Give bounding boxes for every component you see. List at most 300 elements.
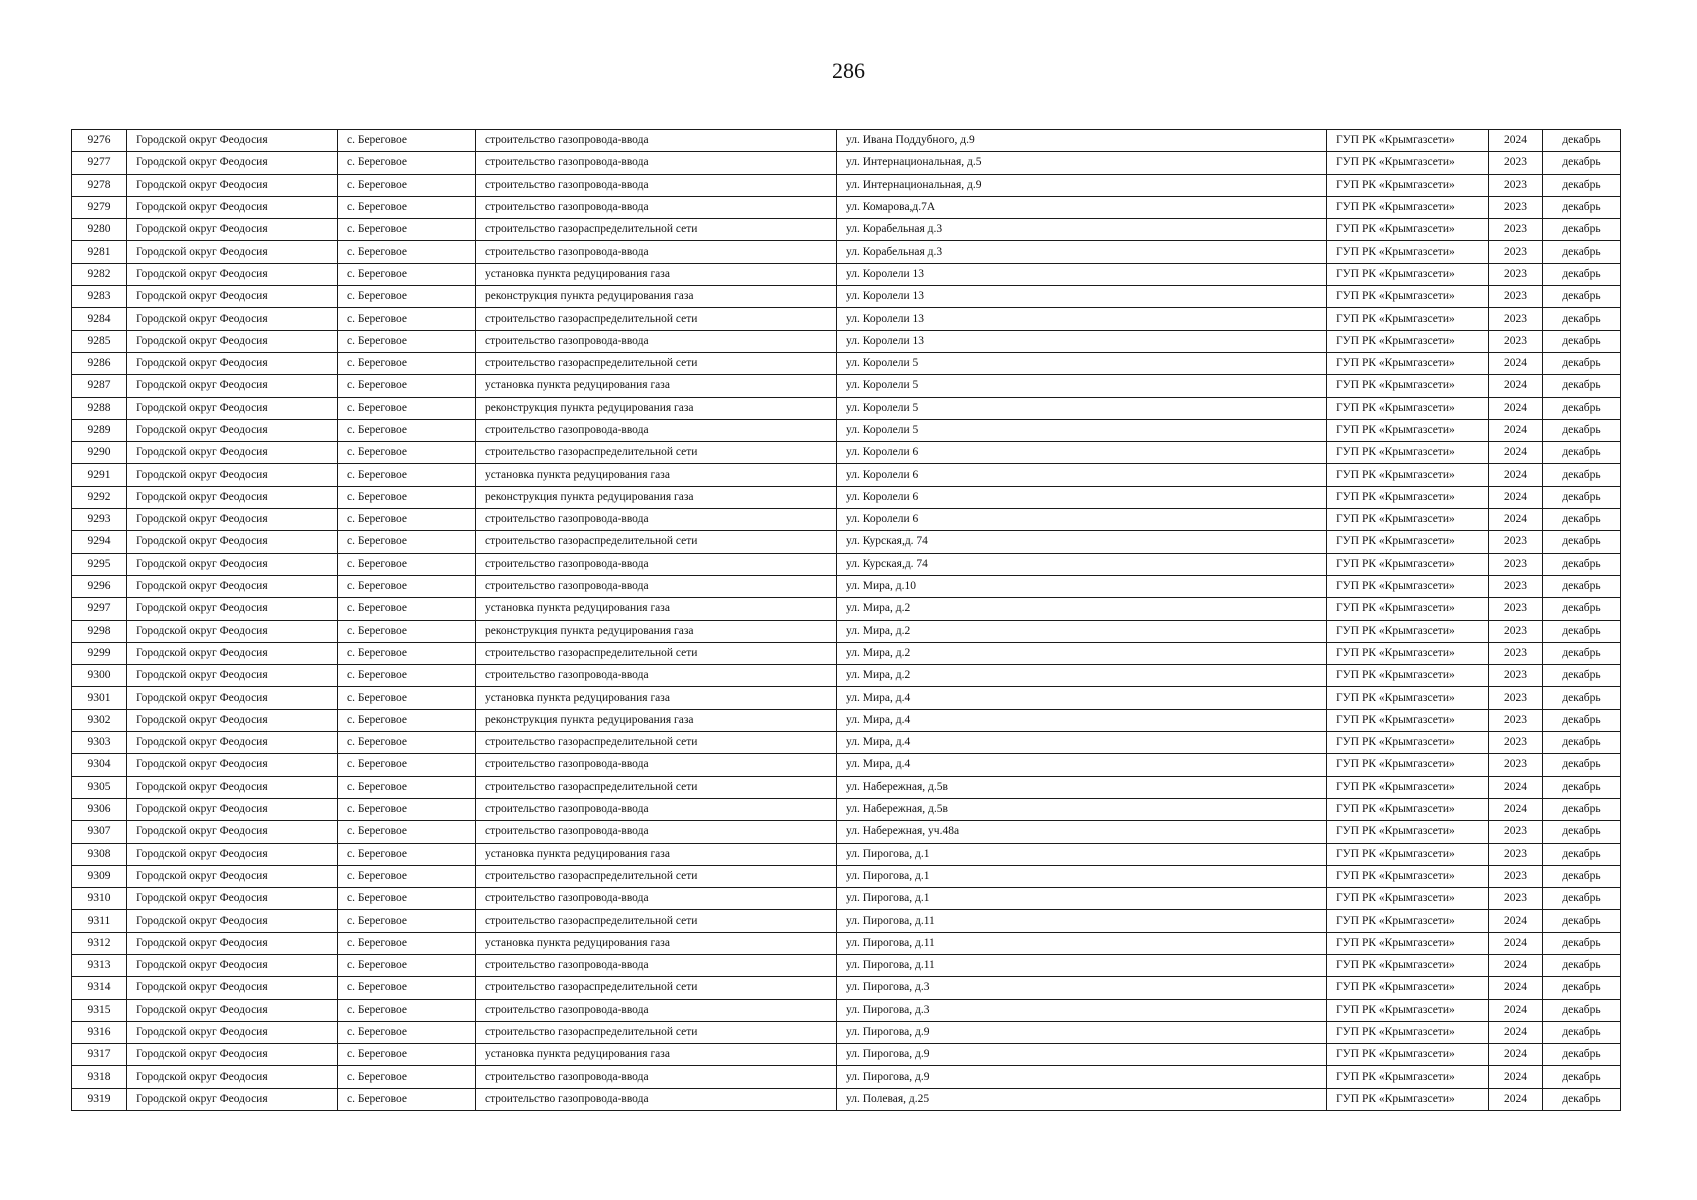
municipality-cell: Городской округ Феодосия — [127, 1021, 338, 1043]
settlement-cell: с. Береговое — [338, 910, 476, 932]
year-cell: 2023 — [1489, 330, 1543, 352]
municipality-cell: Городской округ Феодосия — [127, 486, 338, 508]
address-cell: ул. Курская,д. 74 — [837, 553, 1327, 575]
month-cell: декабрь — [1543, 486, 1621, 508]
address-cell: ул. Пирогова, д.9 — [837, 1044, 1327, 1066]
settlement-cell: с. Береговое — [338, 999, 476, 1021]
address-cell: ул. Королели 5 — [837, 352, 1327, 374]
municipality-cell: Городской округ Феодосия — [127, 977, 338, 999]
month-cell: декабрь — [1543, 419, 1621, 441]
month-cell: декабрь — [1543, 1044, 1621, 1066]
row-number-cell: 9293 — [72, 509, 127, 531]
year-cell: 2024 — [1489, 464, 1543, 486]
settlement-cell: с. Береговое — [338, 932, 476, 954]
address-cell: ул. Королели 13 — [837, 286, 1327, 308]
month-cell: декабрь — [1543, 598, 1621, 620]
settlement-cell: с. Береговое — [338, 709, 476, 731]
address-cell: ул. Комарова,д.7А — [837, 196, 1327, 218]
month-cell: декабрь — [1543, 152, 1621, 174]
address-cell: ул. Королели 6 — [837, 442, 1327, 464]
row-number-cell: 9318 — [72, 1066, 127, 1088]
organization-cell: ГУП РК «Крымгазсети» — [1327, 732, 1489, 754]
address-cell: ул. Корабельная д.3 — [837, 219, 1327, 241]
settlement-cell: с. Береговое — [338, 263, 476, 285]
address-cell: ул. Пирогова, д.9 — [837, 1021, 1327, 1043]
row-number-cell: 9311 — [72, 910, 127, 932]
row-number-cell: 9287 — [72, 375, 127, 397]
organization-cell: ГУП РК «Крымгазсети» — [1327, 687, 1489, 709]
month-cell: декабрь — [1543, 375, 1621, 397]
row-number-cell: 9277 — [72, 152, 127, 174]
row-number-cell: 9276 — [72, 130, 127, 152]
work-type-cell: строительство газопровода-ввода — [476, 1066, 837, 1088]
organization-cell: ГУП РК «Крымгазсети» — [1327, 330, 1489, 352]
month-cell: декабрь — [1543, 843, 1621, 865]
table-row — [72, 509, 1621, 531]
row-number-cell: 9283 — [72, 286, 127, 308]
address-cell: ул. Пирогова, д.1 — [837, 865, 1327, 887]
address-cell: ул. Набережная, д.5в — [837, 776, 1327, 798]
work-type-cell: строительство газопровода-ввода — [476, 241, 837, 263]
municipality-cell: Городской округ Феодосия — [127, 464, 338, 486]
address-cell: ул. Пирогова, д.11 — [837, 954, 1327, 976]
address-cell: ул. Пирогова, д.11 — [837, 910, 1327, 932]
row-number-cell: 9295 — [72, 553, 127, 575]
address-cell: ул. Корабельная д.3 — [837, 241, 1327, 263]
settlement-cell: с. Береговое — [338, 286, 476, 308]
table-row — [72, 263, 1621, 285]
settlement-cell: с. Береговое — [338, 375, 476, 397]
month-cell: декабрь — [1543, 263, 1621, 285]
row-number-cell: 9284 — [72, 308, 127, 330]
row-number-cell: 9281 — [72, 241, 127, 263]
row-number-cell: 9282 — [72, 263, 127, 285]
table-row — [72, 821, 1621, 843]
municipality-cell: Городской округ Феодосия — [127, 732, 338, 754]
work-type-cell: строительство газораспределительной сети — [476, 732, 837, 754]
year-cell: 2024 — [1489, 1066, 1543, 1088]
month-cell: декабрь — [1543, 575, 1621, 597]
row-number-cell: 9316 — [72, 1021, 127, 1043]
address-cell: ул. Пирогова, д.9 — [837, 1066, 1327, 1088]
work-type-cell: установка пункта редуцирования газа — [476, 464, 837, 486]
address-cell: ул. Королели 13 — [837, 308, 1327, 330]
organization-cell: ГУП РК «Крымгазсети» — [1327, 977, 1489, 999]
table-row — [72, 308, 1621, 330]
row-number-cell: 9301 — [72, 687, 127, 709]
work-type-cell: строительство газопровода-ввода — [476, 888, 837, 910]
table-row — [72, 754, 1621, 776]
organization-cell: ГУП РК «Крымгазсети» — [1327, 598, 1489, 620]
year-cell: 2024 — [1489, 776, 1543, 798]
table-row — [72, 1066, 1621, 1088]
settlement-cell: с. Береговое — [338, 776, 476, 798]
settlement-cell: с. Береговое — [338, 687, 476, 709]
settlement-cell: с. Береговое — [338, 665, 476, 687]
work-type-cell: установка пункта редуцирования газа — [476, 687, 837, 709]
address-cell: ул. Мира, д.4 — [837, 754, 1327, 776]
organization-cell: ГУП РК «Крымгазсети» — [1327, 509, 1489, 531]
table-row — [72, 397, 1621, 419]
settlement-cell: с. Береговое — [338, 486, 476, 508]
row-number-cell: 9291 — [72, 464, 127, 486]
organization-cell: ГУП РК «Крымгазсети» — [1327, 286, 1489, 308]
year-cell: 2024 — [1489, 798, 1543, 820]
table-row — [72, 152, 1621, 174]
row-number-cell: 9296 — [72, 575, 127, 597]
address-cell: ул. Королели 13 — [837, 263, 1327, 285]
municipality-cell: Городской округ Феодосия — [127, 620, 338, 642]
table-row — [72, 687, 1621, 709]
year-cell: 2024 — [1489, 375, 1543, 397]
municipality-cell: Городской округ Феодосия — [127, 219, 338, 241]
address-cell: ул. Мира, д.10 — [837, 575, 1327, 597]
settlement-cell: с. Береговое — [338, 330, 476, 352]
municipality-cell: Городской округ Феодосия — [127, 821, 338, 843]
settlement-cell: с. Береговое — [338, 598, 476, 620]
row-number-cell: 9279 — [72, 196, 127, 218]
month-cell: декабрь — [1543, 709, 1621, 731]
municipality-cell: Городской округ Феодосия — [127, 531, 338, 553]
table-row — [72, 598, 1621, 620]
table-row — [72, 843, 1621, 865]
municipality-cell: Городской округ Феодосия — [127, 1044, 338, 1066]
table-row — [72, 798, 1621, 820]
month-cell: декабрь — [1543, 932, 1621, 954]
table-row — [72, 352, 1621, 374]
work-type-cell: строительство газораспределительной сети — [476, 531, 837, 553]
organization-cell: ГУП РК «Крымгазсети» — [1327, 442, 1489, 464]
work-type-cell: установка пункта редуцирования газа — [476, 375, 837, 397]
work-type-cell: реконструкция пункта редуцирования газа — [476, 620, 837, 642]
settlement-cell: с. Береговое — [338, 620, 476, 642]
year-cell: 2024 — [1489, 1021, 1543, 1043]
municipality-cell: Городской округ Феодосия — [127, 553, 338, 575]
work-type-cell: строительство газораспределительной сети — [476, 642, 837, 664]
municipality-cell: Городской округ Феодосия — [127, 665, 338, 687]
work-type-cell: строительство газопровода-ввода — [476, 954, 837, 976]
table-row — [72, 286, 1621, 308]
organization-cell: ГУП РК «Крымгазсети» — [1327, 776, 1489, 798]
table-row — [72, 375, 1621, 397]
row-number-cell: 9314 — [72, 977, 127, 999]
year-cell: 2023 — [1489, 531, 1543, 553]
month-cell: декабрь — [1543, 330, 1621, 352]
table-row — [72, 910, 1621, 932]
work-type-cell: строительство газопровода-ввода — [476, 665, 837, 687]
municipality-cell: Городской округ Феодосия — [127, 843, 338, 865]
settlement-cell: с. Береговое — [338, 977, 476, 999]
municipality-cell: Городской округ Феодосия — [127, 174, 338, 196]
month-cell: декабрь — [1543, 130, 1621, 152]
row-number-cell: 9290 — [72, 442, 127, 464]
settlement-cell: с. Береговое — [338, 152, 476, 174]
organization-cell: ГУП РК «Крымгазсети» — [1327, 174, 1489, 196]
address-cell: ул. Мира, д.2 — [837, 620, 1327, 642]
table-row — [72, 954, 1621, 976]
month-cell: декабрь — [1543, 821, 1621, 843]
year-cell: 2023 — [1489, 687, 1543, 709]
row-number-cell: 9307 — [72, 821, 127, 843]
organization-cell: ГУП РК «Крымгазсети» — [1327, 620, 1489, 642]
month-cell: декабрь — [1543, 999, 1621, 1021]
table-row — [72, 219, 1621, 241]
row-number-cell: 9319 — [72, 1088, 127, 1110]
year-cell: 2023 — [1489, 196, 1543, 218]
year-cell: 2023 — [1489, 865, 1543, 887]
address-cell: ул. Мира, д.4 — [837, 732, 1327, 754]
organization-cell: ГУП РК «Крымгазсети» — [1327, 553, 1489, 575]
month-cell: декабрь — [1543, 865, 1621, 887]
row-number-cell: 9308 — [72, 843, 127, 865]
address-cell: ул. Пирогова, д.1 — [837, 888, 1327, 910]
month-cell: декабрь — [1543, 531, 1621, 553]
table-row — [72, 575, 1621, 597]
table-row — [72, 330, 1621, 352]
organization-cell: ГУП РК «Крымгазсети» — [1327, 196, 1489, 218]
municipality-cell: Городской округ Феодосия — [127, 330, 338, 352]
settlement-cell: с. Береговое — [338, 865, 476, 887]
month-cell: декабрь — [1543, 308, 1621, 330]
month-cell: декабрь — [1543, 286, 1621, 308]
table-row — [72, 442, 1621, 464]
settlement-cell: с. Береговое — [338, 219, 476, 241]
address-cell: ул. Пирогова, д.1 — [837, 843, 1327, 865]
address-cell: ул. Мира, д.4 — [837, 687, 1327, 709]
table-row — [72, 419, 1621, 441]
year-cell: 2024 — [1489, 977, 1543, 999]
organization-cell: ГУП РК «Крымгазсети» — [1327, 397, 1489, 419]
work-type-cell: строительство газораспределительной сети — [476, 865, 837, 887]
address-cell: ул. Пирогова, д.3 — [837, 977, 1327, 999]
settlement-cell: с. Береговое — [338, 843, 476, 865]
settlement-cell: с. Береговое — [338, 954, 476, 976]
work-type-cell: строительство газораспределительной сети — [476, 977, 837, 999]
municipality-cell: Городской округ Феодосия — [127, 130, 338, 152]
organization-cell: ГУП РК «Крымгазсети» — [1327, 1088, 1489, 1110]
month-cell: декабрь — [1543, 888, 1621, 910]
work-type-cell: строительство газораспределительной сети — [476, 1021, 837, 1043]
municipality-cell: Городской округ Феодосия — [127, 798, 338, 820]
row-number-cell: 9294 — [72, 531, 127, 553]
row-number-cell: 9306 — [72, 798, 127, 820]
organization-cell: ГУП РК «Крымгазсети» — [1327, 1044, 1489, 1066]
row-number-cell: 9315 — [72, 999, 127, 1021]
year-cell: 2023 — [1489, 286, 1543, 308]
settlement-cell: с. Береговое — [338, 642, 476, 664]
organization-cell: ГУП РК «Крымгазсети» — [1327, 865, 1489, 887]
organization-cell: ГУП РК «Крымгазсети» — [1327, 1066, 1489, 1088]
year-cell: 2024 — [1489, 352, 1543, 374]
year-cell: 2023 — [1489, 553, 1543, 575]
year-cell: 2023 — [1489, 263, 1543, 285]
gasification-table — [71, 129, 1621, 1111]
year-cell: 2024 — [1489, 397, 1543, 419]
municipality-cell: Городской округ Феодосия — [127, 196, 338, 218]
municipality-cell: Городской округ Феодосия — [127, 642, 338, 664]
organization-cell: ГУП РК «Крымгазсети» — [1327, 375, 1489, 397]
work-type-cell: установка пункта редуцирования газа — [476, 1044, 837, 1066]
settlement-cell: с. Береговое — [338, 464, 476, 486]
organization-cell: ГУП РК «Крымгазсети» — [1327, 130, 1489, 152]
address-cell: ул. Королели 6 — [837, 509, 1327, 531]
municipality-cell: Городской округ Феодосия — [127, 419, 338, 441]
month-cell: декабрь — [1543, 910, 1621, 932]
settlement-cell: с. Береговое — [338, 798, 476, 820]
address-cell: ул. Мира, д.2 — [837, 642, 1327, 664]
municipality-cell: Городской округ Феодосия — [127, 308, 338, 330]
work-type-cell: строительство газопровода-ввода — [476, 330, 837, 352]
address-cell: ул. Ивана Поддубного, д.9 — [837, 130, 1327, 152]
year-cell: 2023 — [1489, 642, 1543, 664]
organization-cell: ГУП РК «Крымгазсети» — [1327, 821, 1489, 843]
address-cell: ул. Мира, д.2 — [837, 598, 1327, 620]
work-type-cell: строительство газораспределительной сети — [476, 910, 837, 932]
settlement-cell: с. Береговое — [338, 419, 476, 441]
month-cell: декабрь — [1543, 196, 1621, 218]
settlement-cell: с. Береговое — [338, 553, 476, 575]
year-cell: 2023 — [1489, 174, 1543, 196]
address-cell: ул. Интернациональная, д.9 — [837, 174, 1327, 196]
work-type-cell: установка пункта редуцирования газа — [476, 932, 837, 954]
work-type-cell: установка пункта редуцирования газа — [476, 598, 837, 620]
month-cell: декабрь — [1543, 754, 1621, 776]
settlement-cell: с. Береговое — [338, 575, 476, 597]
month-cell: декабрь — [1543, 464, 1621, 486]
organization-cell: ГУП РК «Крымгазсети» — [1327, 888, 1489, 910]
municipality-cell: Городской округ Феодосия — [127, 954, 338, 976]
settlement-cell: с. Береговое — [338, 1021, 476, 1043]
municipality-cell: Городской округ Феодосия — [127, 375, 338, 397]
municipality-cell: Городской округ Феодосия — [127, 932, 338, 954]
organization-cell: ГУП РК «Крымгазсети» — [1327, 754, 1489, 776]
municipality-cell: Городской округ Феодосия — [127, 152, 338, 174]
work-type-cell: реконструкция пункта редуцирования газа — [476, 397, 837, 419]
organization-cell: ГУП РК «Крымгазсети» — [1327, 709, 1489, 731]
municipality-cell: Городской округ Феодосия — [127, 865, 338, 887]
settlement-cell: с. Береговое — [338, 241, 476, 263]
settlement-cell: с. Береговое — [338, 509, 476, 531]
work-type-cell: строительство газораспределительной сети — [476, 219, 837, 241]
year-cell: 2023 — [1489, 843, 1543, 865]
year-cell: 2023 — [1489, 598, 1543, 620]
row-number-cell: 9302 — [72, 709, 127, 731]
organization-cell: ГУП РК «Крымгазсети» — [1327, 575, 1489, 597]
year-cell: 2024 — [1489, 442, 1543, 464]
work-type-cell: строительство газораспределительной сети — [476, 352, 837, 374]
year-cell: 2023 — [1489, 821, 1543, 843]
municipality-cell: Городской округ Феодосия — [127, 598, 338, 620]
work-type-cell: строительство газораспределительной сети — [476, 776, 837, 798]
table-row — [72, 865, 1621, 887]
municipality-cell: Городской округ Феодосия — [127, 509, 338, 531]
organization-cell: ГУП РК «Крымгазсети» — [1327, 932, 1489, 954]
organization-cell: ГУП РК «Крымгазсети» — [1327, 798, 1489, 820]
work-type-cell: реконструкция пункта редуцирования газа — [476, 709, 837, 731]
year-cell: 2023 — [1489, 888, 1543, 910]
year-cell: 2023 — [1489, 665, 1543, 687]
work-type-cell: строительство газопровода-ввода — [476, 575, 837, 597]
table-row — [72, 776, 1621, 798]
year-cell: 2024 — [1489, 1044, 1543, 1066]
municipality-cell: Городской округ Феодосия — [127, 397, 338, 419]
table-row — [72, 531, 1621, 553]
year-cell: 2023 — [1489, 152, 1543, 174]
organization-cell: ГУП РК «Крымгазсети» — [1327, 1021, 1489, 1043]
row-number-cell: 9299 — [72, 642, 127, 664]
organization-cell: ГУП РК «Крымгазсети» — [1327, 642, 1489, 664]
table-row — [72, 241, 1621, 263]
work-type-cell: установка пункта редуцирования газа — [476, 843, 837, 865]
year-cell: 2024 — [1489, 130, 1543, 152]
organization-cell: ГУП РК «Крымгазсети» — [1327, 531, 1489, 553]
table-row — [72, 999, 1621, 1021]
table-row — [72, 196, 1621, 218]
month-cell: декабрь — [1543, 642, 1621, 664]
month-cell: декабрь — [1543, 687, 1621, 709]
table-row — [72, 620, 1621, 642]
organization-cell: ГУП РК «Крымгазсети» — [1327, 263, 1489, 285]
row-number-cell: 9304 — [72, 754, 127, 776]
settlement-cell: с. Береговое — [338, 1066, 476, 1088]
work-type-cell: строительство газораспределительной сети — [476, 308, 837, 330]
address-cell: ул. Королели 5 — [837, 375, 1327, 397]
organization-cell: ГУП РК «Крымгазсети» — [1327, 152, 1489, 174]
table-row — [72, 553, 1621, 575]
address-cell: ул. Пирогова, д.11 — [837, 932, 1327, 954]
address-cell: ул. Королели 5 — [837, 419, 1327, 441]
work-type-cell: строительство газопровода-ввода — [476, 419, 837, 441]
year-cell: 2024 — [1489, 932, 1543, 954]
settlement-cell: с. Береговое — [338, 754, 476, 776]
address-cell: ул. Набережная, д.5в — [837, 798, 1327, 820]
municipality-cell: Городской округ Феодосия — [127, 776, 338, 798]
year-cell: 2023 — [1489, 620, 1543, 642]
year-cell: 2023 — [1489, 732, 1543, 754]
year-cell: 2024 — [1489, 1088, 1543, 1110]
row-number-cell: 9313 — [72, 954, 127, 976]
settlement-cell: с. Береговое — [338, 888, 476, 910]
row-number-cell: 9312 — [72, 932, 127, 954]
row-number-cell: 9292 — [72, 486, 127, 508]
work-type-cell: строительство газопровода-ввода — [476, 196, 837, 218]
row-number-cell: 9300 — [72, 665, 127, 687]
work-type-cell: установка пункта редуцирования газа — [476, 263, 837, 285]
month-cell: декабрь — [1543, 1066, 1621, 1088]
municipality-cell: Городской округ Феодосия — [127, 709, 338, 731]
month-cell: декабрь — [1543, 219, 1621, 241]
address-cell: ул. Мира, д.2 — [837, 665, 1327, 687]
row-number-cell: 9289 — [72, 419, 127, 441]
month-cell: декабрь — [1543, 977, 1621, 999]
row-number-cell: 9297 — [72, 598, 127, 620]
municipality-cell: Городской округ Феодосия — [127, 352, 338, 374]
settlement-cell: с. Береговое — [338, 174, 476, 196]
year-cell: 2023 — [1489, 709, 1543, 731]
table-row — [72, 932, 1621, 954]
settlement-cell: с. Береговое — [338, 821, 476, 843]
year-cell: 2023 — [1489, 754, 1543, 776]
table-row — [72, 174, 1621, 196]
table-body — [72, 130, 1621, 1111]
table-row — [72, 486, 1621, 508]
table-row — [72, 709, 1621, 731]
table-row — [72, 732, 1621, 754]
municipality-cell: Городской округ Феодосия — [127, 687, 338, 709]
table-row — [72, 665, 1621, 687]
municipality-cell: Городской округ Феодосия — [127, 286, 338, 308]
row-number-cell: 9285 — [72, 330, 127, 352]
